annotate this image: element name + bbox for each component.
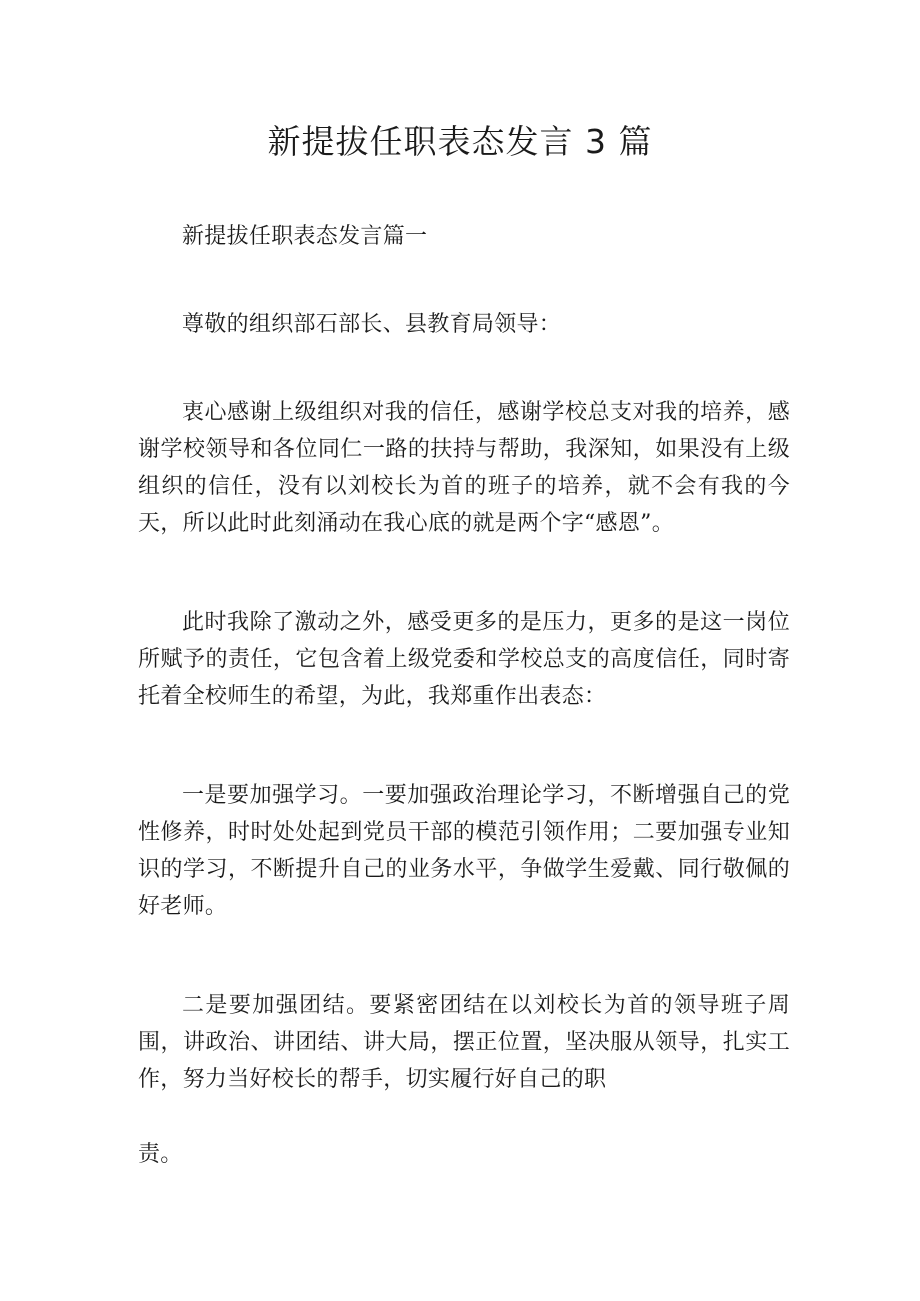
greeting-line: 尊敬的组织部石部长、县教育局领导：	[182, 312, 562, 337]
section-heading: 新提拔任职表态发言篇一	[182, 224, 428, 249]
paragraph-gratitude: 衷心感谢上级组织对我的信任，感谢学校总支对我的培养，感谢学校领导和各位同仁一路的扶持与帮助，我深知，如果没有上级组织的信任，没有以刘校长为首的班子的培养，就不会有我的今天，所以此时此刻涌动在我心底的就是两个字“感恩”。	[138, 400, 790, 536]
document-body	[138, 218, 790, 1235]
paragraph-unity: 二是要加强团结。要紧密团结在以刘校长为首的领导班子周围，讲政治、讲团结、讲大局，摆正位置，坚决服从领导，扎实工作，努力当好校长的帮手，切实履行好自己的职	[138, 993, 790, 1092]
paragraph-study: 一是要加强学习。一要加强政治理论学习，不断增强自己的党性修养，时时处处起到党员干部的模范引领作用；二要加强专业知识的学习，不断提升自己的业务水平，争做学生爱戴、同行敬佩的好老师。	[138, 783, 790, 919]
document-title: 新提拔任职表态发言 3 篇	[267, 122, 653, 161]
paragraph-tail: 责。	[138, 1142, 183, 1167]
paragraph-responsibility: 此时我除了激动之外，感受更多的是压力，更多的是这一岗位所赋予的责任，它包含着上级党委和学校总支的高度信任，同时寄托着全校师生的希望，为此，我郑重作出表态：	[138, 610, 790, 709]
